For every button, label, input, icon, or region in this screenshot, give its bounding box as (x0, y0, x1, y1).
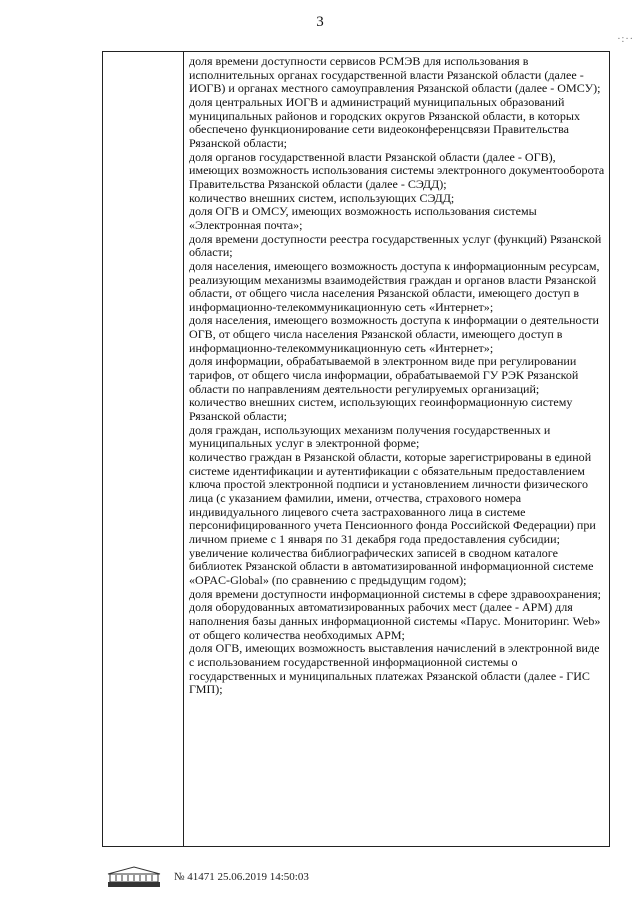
indicator-item: доля информации, обрабатываемой в электронном виде при регулировании тарифов, от общего числа информации, обрабатываемой ГУ РЭК Рязанской области по направлениям деятельности регулируемых организаций; (189, 354, 579, 396)
document-registration-number: № 41471 25.06.2019 14:50:03 (174, 871, 309, 883)
indicator-item: доля времени доступности сервисов РСМЭВ для использования в исполнительных органах государственной власти Рязанской области (далее - ИОГВ) и органах местного самоуправления Рязанской области (далее - ОМСУ); (189, 54, 601, 96)
indicator-item: количество внешних систем, использующих геоинформационную систему Рязанской области; (189, 395, 573, 424)
scan-artifact-mark: ·:·· (617, 34, 634, 45)
indicator-item: увеличение количества библиографических записей в сводном каталоге библиотек Рязанской области в автоматизированной информационной системе «OPAC-Global» (по сравнению с предыдущим годом); (189, 545, 594, 587)
indicator-item: доля граждан, использующих механизм получения государственных и муниципальных услуг в электронной форме; (189, 422, 551, 451)
indicator-item: доля ОГВ, имеющих возможность выставления начислений в электронной виде с использованием государственной информационной системы о государственных и муниципальных платежах Рязанской области (далее - ГИС ГМП); (189, 641, 600, 697)
table-left-column (103, 52, 184, 846)
page-number: 3 (316, 14, 324, 30)
indicator-item: доля населения, имеющего возможность доступа к информационным ресурсам, реализующим механизмы взаимодействия граждан и органов власти Рязанской области, от общего числа населения Рязанской области, имеющего доступ в информационно-телекоммуникационную сеть «Интернет»; (189, 258, 600, 314)
document-footer (104, 866, 309, 888)
indicator-item: количество граждан в Рязанской области, которые зарегистрированы в единой системе идентификации и аутентификации с обязательным предоставлением ключа простой электронной подписи и установлением личности физического лица (с указанием фамилии, имени, отчества, страхового номера индивидуального лицевого счета застрахованного лица в системе персонифицированного учета Пенсионного фонда Российской Федерации) при личном приеме с 1 января по 31 декабря года предоставления субсидии; (189, 450, 596, 546)
indicators-table (102, 51, 610, 847)
indicator-item: доля ОГВ и ОМСУ, имеющих возможность использования системы «Электронная почта»; (189, 204, 537, 232)
indicator-item: количество внешних систем, использующих СЭДД; (189, 190, 455, 205)
government-building-logo (104, 866, 164, 888)
indicator-item: доля органов государственной власти Рязанской области (далее - ОГВ), имеющих возможность использования системы электронного документооборота Правительства Рязанской области (далее - СЭДД); (189, 149, 605, 191)
indicator-item: доля времени доступности реестра государственных услуг (функций) Рязанской области; (189, 231, 602, 260)
indicator-item: доля населения, имеющего возможность доступа к информации о деятельности ОГВ, от общего числа населения Рязанской области, имеющего доступ в информационно-телекоммуникационную сеть «Интернет»; (189, 313, 599, 355)
indicator-item: доля оборудованных автоматизированных рабочих мест (далее - АРМ) для наполнения базы данных информационной системы «Парус. Мониторинг. Web» от общего количества необходимых АРМ; (189, 600, 601, 642)
table-right-column (184, 52, 609, 697)
indicator-item: доля центральных ИОГВ и администраций муниципальных образований муниципальных районов и городских округов Рязанской области, в которых обеспечено функционирование сети видеоконференцсвязи Правительства Рязанской области; (189, 94, 580, 150)
indicator-item: доля времени доступности информационной системы в сфере здравоохранения; (189, 586, 602, 601)
